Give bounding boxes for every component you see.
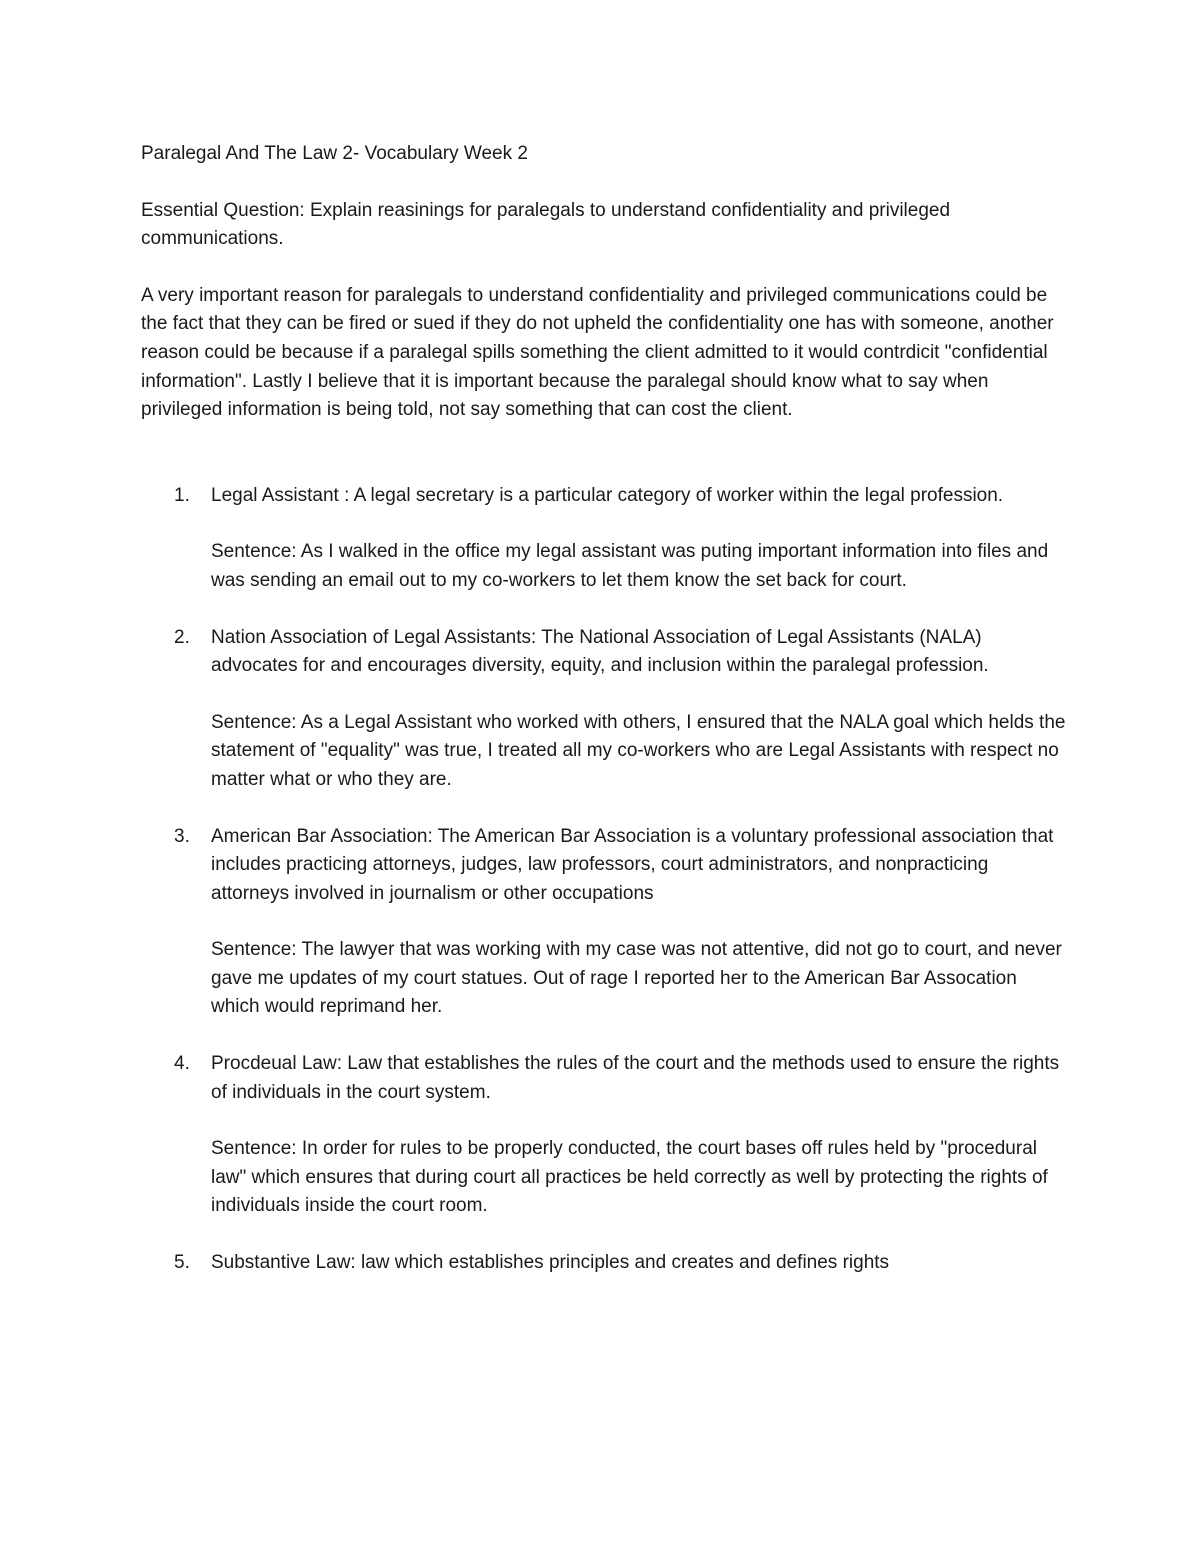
essential-question: Essential Question: Explain reasinings for paralegals to understand confidentiality and privileged communications. [141,199,951,250]
document-page [141,140,1066,1306]
list-item [141,1249,1066,1278]
vocab-definition: Procdeual Law: Law that establishes the rules of the court and the methods used to ensure the rights of individuals in the court system. [211,1053,1060,1103]
answer-paragraph: A very important reason for paralegals to understand confidentiality and privileged communications could be the fact that they can be fired or sued if they do not upheld the confidentiality one has with someone, another reason could be because if a paralegal spills something the client admitted to it would contrdicit "confidential information". Lastly I believe that it is important because the paralegal should know what to say when privileged information is being told, not say something that can cost the client. [141,284,1054,421]
list-number: 3. [174,825,190,847]
list-number: 2. [174,626,190,648]
list-item [141,624,1066,795]
list-number: 5. [174,1252,190,1274]
list-item [141,1050,1066,1221]
vocabulary-list [141,482,1066,1278]
vocab-sentence: Sentence: As I walked in the office my legal assistant was puting important information into files and was sending an email out to my co-workers to let them know the set back for court. [211,541,1049,591]
document-title: Paralegal And The Law 2- Vocabulary Week 2 [141,143,528,164]
vocab-sentence: Sentence: The lawyer that was working with my case was not attentive, did not go to court, and never gave me updates of my court statues. Out of rage I reported her to the American Bar Assocation which would reprimand her. [211,939,1062,1018]
vocab-definition: Legal Assistant : A legal secretary is a particular category of worker within the legal profession. [211,484,1004,506]
list-number: 1. [174,484,190,506]
vocab-sentence: Sentence: In order for rules to be properly conducted, the court bases off rules held by "procedural law" which ensures that during court all practices be held correctly as well by protecting the rights of individuals inside the court room. [211,1138,1048,1217]
vocab-definition: Substantive Law: law which establishes principles and creates and defines rights [211,1252,890,1274]
vocab-sentence: Sentence: As a Legal Assistant who worked with others, I ensured that the NALA goal which helds the statement of "equality" was true, I treated all my co-workers who are Legal Assistants with respect no matter what or who they are. [211,711,1066,790]
vocab-definition: Nation Association of Legal Assistants: The National Association of Legal Assistants (NALA) advocates for and encourages diversity, equity, and inclusion within the paralegal profession. [211,626,989,677]
vocab-definition: American Bar Association: The American Bar Association is a voluntary professional association that includes practicing attorneys, judges, law professors, court administrators, and nonpracticing attorneys involved in journalism or other occupations [211,825,1054,904]
list-number: 4. [174,1053,190,1075]
list-item [141,482,1066,596]
list-item [141,823,1066,1023]
